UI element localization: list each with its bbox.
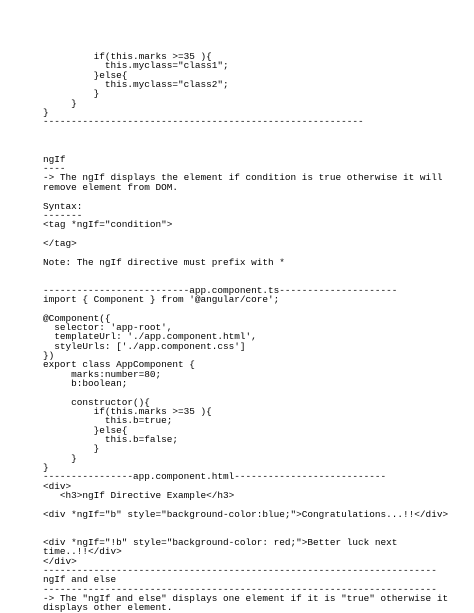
code-line xyxy=(43,519,448,528)
code-line: remove element from DOM. xyxy=(43,181,179,193)
code-line: }else{ xyxy=(43,69,128,81)
code-line: <h3>ngIf Directive Example</h3> xyxy=(43,490,235,502)
code-line: }) xyxy=(43,350,55,361)
code-line: } xyxy=(43,97,77,109)
code-line: b:boolean; xyxy=(43,378,128,390)
code-line xyxy=(43,145,448,154)
code-line xyxy=(43,230,448,239)
code-line: --------------------------app.component.ts--------------------- xyxy=(43,284,398,296)
code-line: import { Component } from '@angular/core'; xyxy=(43,293,280,305)
code-line: Note: The ngIf directive must prefix with * xyxy=(43,256,285,268)
code-line: constructor(){ xyxy=(43,396,150,408)
code-line: } xyxy=(43,107,49,119)
code-line: ---- xyxy=(43,163,66,175)
code-line: -> The "ngIf and else" displays one element if it is "true" otherwise it xyxy=(43,592,449,604)
code-line: if(this.marks >=35 ){ xyxy=(43,51,212,62)
code-line: if(this.marks >=35 ){ xyxy=(43,406,212,418)
code-line: ---------------------------------------------------------------------- xyxy=(43,583,437,595)
code-line: this.b=true; xyxy=(43,415,173,427)
code-line: } xyxy=(43,88,100,100)
code-line: this.myclass="class1"; xyxy=(43,60,229,72)
code-line: ---------------------------------------------------------------------- xyxy=(43,564,437,576)
code-line: templateUrl: './app.component.html', xyxy=(43,331,257,343)
code-line: displays other element. xyxy=(43,602,173,613)
code-line: } xyxy=(43,443,100,455)
code-line: ----------------app.component.html--------------------------- xyxy=(43,471,387,483)
code-line: ngIf and else xyxy=(43,574,117,586)
code-line: selector: 'app-root', xyxy=(43,321,173,333)
code-line: styleUrls: ['./app.component.css'] xyxy=(43,340,246,352)
code-line: @Component({ xyxy=(43,312,111,324)
code-line: -> The ngIf displays the element if condition is true otherwise it will xyxy=(43,172,443,184)
code-line: marks:number=80; xyxy=(43,368,162,380)
code-line: }else{ xyxy=(43,424,128,436)
code-line: } xyxy=(43,462,49,474)
code-line: this.b=false; xyxy=(43,434,179,446)
code-line: <tag *ngIf="condition"> xyxy=(43,219,173,231)
code-line: </tag> xyxy=(43,237,77,249)
code-line: this.myclass="class2"; xyxy=(43,79,229,91)
code-line: Syntax: xyxy=(43,200,83,212)
code-line: ngIf xyxy=(43,153,66,165)
code-line: } xyxy=(43,452,77,464)
code-line: </div> xyxy=(43,555,77,567)
code-line xyxy=(43,127,448,136)
code-line: time..!!</div> xyxy=(43,546,122,558)
code-line xyxy=(43,136,448,145)
code-line: --------------------------------------------------------- xyxy=(43,116,364,128)
code-line xyxy=(43,267,448,276)
code-text-block xyxy=(43,52,448,613)
code-line: export class AppComponent { xyxy=(43,359,195,371)
code-line: <div *ngIf="!b" style="background-color: red;">Better luck next xyxy=(43,536,398,548)
code-line: ------- xyxy=(43,209,83,221)
code-line: <div *ngIf="b" style="background-color:blue;">Congratulations...!!</div> xyxy=(43,508,449,520)
code-line xyxy=(43,192,448,201)
code-line: <div> xyxy=(43,480,72,492)
